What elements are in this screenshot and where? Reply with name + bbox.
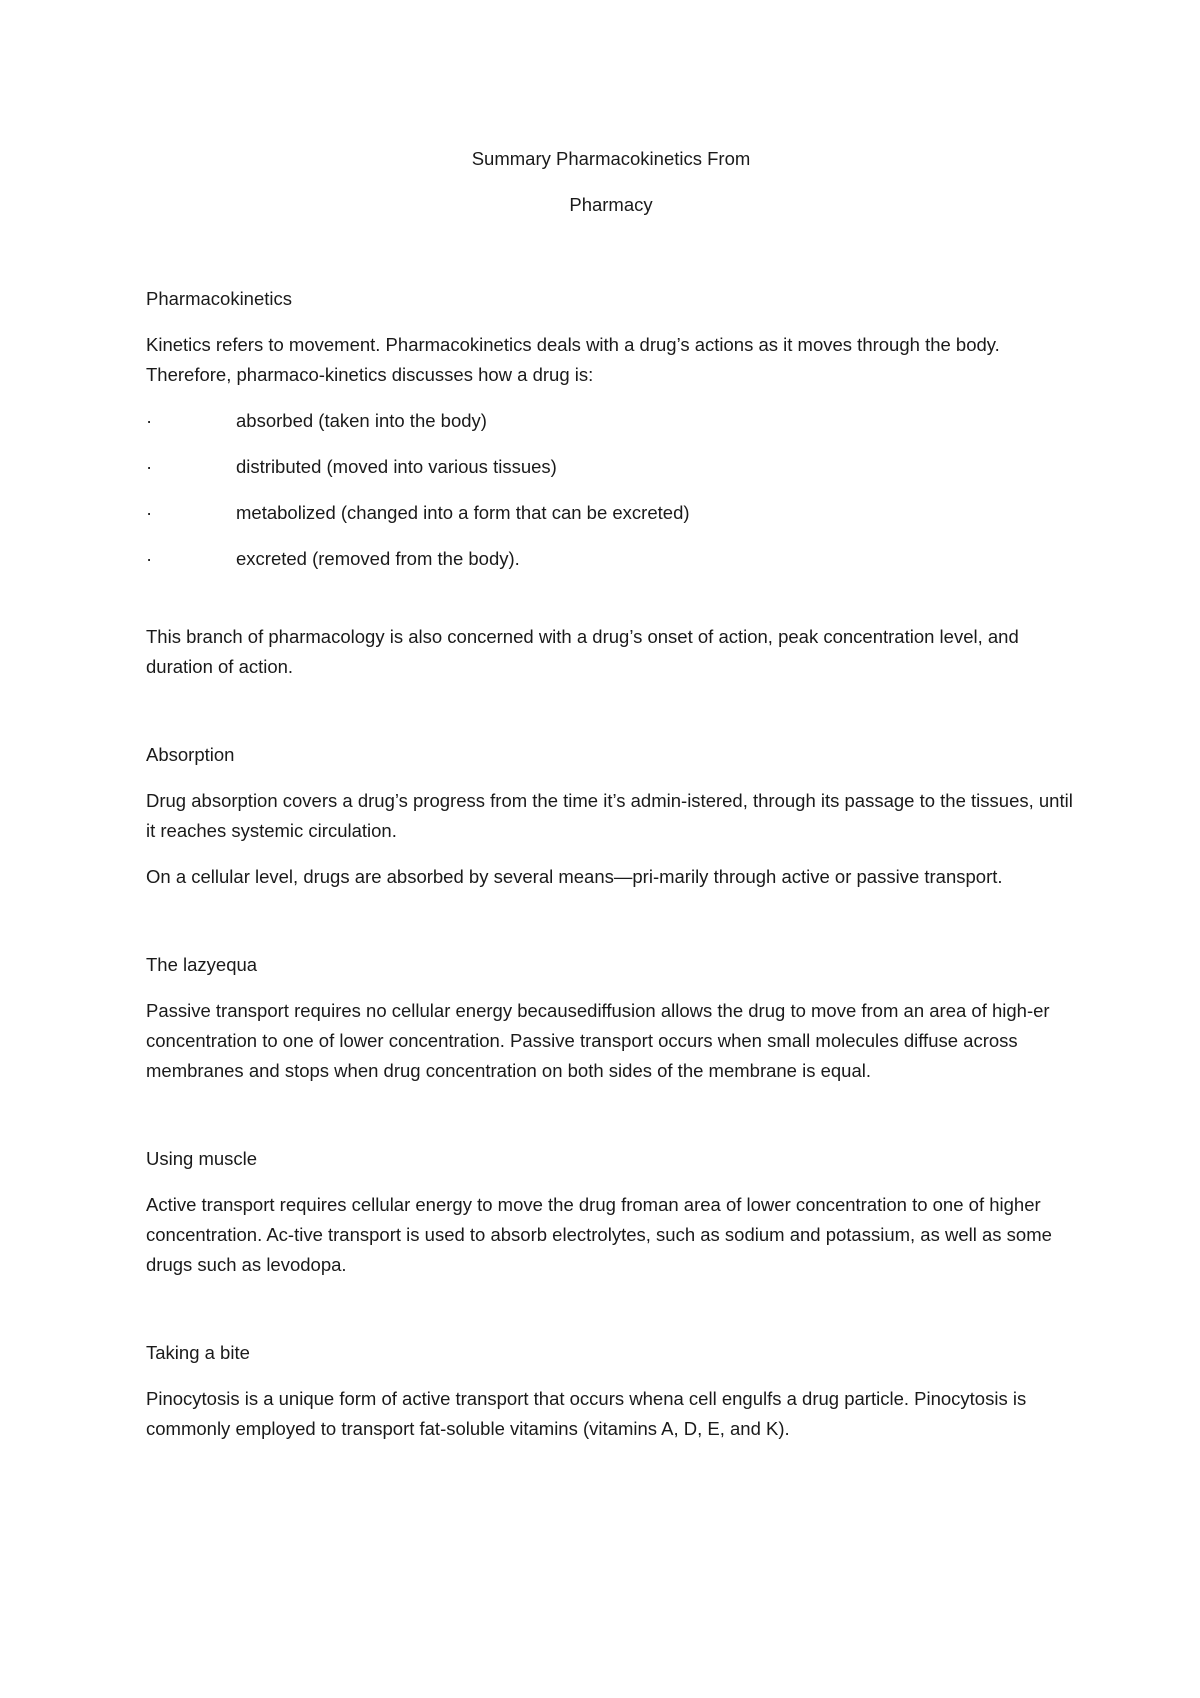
paragraph: Drug absorption covers a drug’s progress from the time it’s admin-istered, through its passage to the tissues, until it reaches systemic circulation. <box>146 790 1073 841</box>
section-heading: The lazyequa <box>146 954 258 975</box>
bullet-icon: · <box>146 410 153 431</box>
list-item-text: absorbed (taken into the body) <box>236 410 487 431</box>
section-pinocytosis <box>146 1338 1076 1444</box>
section-absorption <box>146 740 1076 892</box>
section-heading: Pharmacokinetics <box>146 288 293 309</box>
spacer <box>146 1296 1076 1338</box>
bullet-list <box>146 406 1076 574</box>
list-item <box>146 452 1076 482</box>
spacer <box>146 590 1076 622</box>
list-item <box>146 406 1076 436</box>
bullet-icon: · <box>146 502 153 523</box>
paragraph: Passive transport requires no cellular energy becausediffusion allows the drug to move from an area of high-er concentration to one of lower concentration. Passive transport occurs when small molecules diffuse across membranes and stops when drug concentration on both sides of the membrane is equal. <box>146 1000 1050 1081</box>
section-heading: Absorption <box>146 744 235 765</box>
paragraph: Kinetics refers to movement. Pharmacokinetics deals with a drug’s actions as it moves through the body. Therefore, pharmaco-kinetics discusses how a drug is: <box>146 334 1000 385</box>
bullet-icon: · <box>146 456 153 477</box>
paragraph: This branch of pharmacology is also concerned with a drug’s onset of action, peak concentration level, and duration of action. <box>146 626 1019 677</box>
list-item <box>146 498 1076 528</box>
section-pharmacokinetics <box>146 284 1076 682</box>
paragraph: Pinocytosis is a unique form of active transport that occurs whena cell engulfs a drug particle. Pinocytosis is commonly employed to transport fat-soluble vitamins (vitamins A, D, E, and K). <box>146 1388 1027 1439</box>
list-item <box>146 544 1076 574</box>
section-heading: Taking a bite <box>146 1342 250 1363</box>
list-item-text: distributed (moved into various tissues) <box>236 456 557 477</box>
paragraph: Active transport requires cellular energy to move the drug froman area of lower concentration to one of higher concentration. Ac-tive transport is used to absorb electrolytes, such as sodium and potassium, as well as some drugs such as levodopa. <box>146 1194 1052 1275</box>
spacer <box>146 698 1076 740</box>
document-title-line-1: Summary Pharmacokinetics From <box>471 148 751 169</box>
section-active-transport <box>146 1144 1076 1280</box>
section-heading: Using muscle <box>146 1148 258 1169</box>
list-item-text: excreted (removed from the body). <box>236 548 520 569</box>
list-item-text: metabolized (changed into a form that can be excreted) <box>236 502 690 523</box>
section-passive-transport <box>146 950 1076 1086</box>
document-body <box>146 144 1076 1460</box>
paragraph: On a cellular level, drugs are absorbed by several means—pri-marily through active or passive transport. <box>146 866 1003 887</box>
bullet-icon: · <box>146 548 153 569</box>
spacer <box>146 1102 1076 1144</box>
document-title-line-2: Pharmacy <box>569 194 653 215</box>
spacer <box>146 908 1076 950</box>
